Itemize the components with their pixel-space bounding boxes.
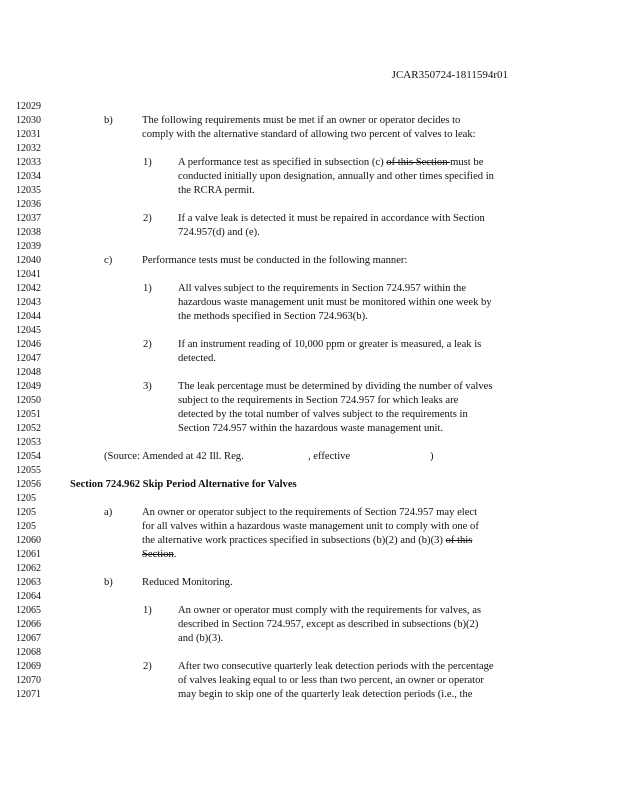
para-c-3-line-4: Section 724.957 within the hazardous waste management unit. bbox=[178, 423, 444, 434]
struck-text: of this bbox=[445, 535, 473, 546]
line-number: 12051 bbox=[16, 409, 41, 420]
sec-b-2-line-1: After two consecutive quarterly leak detection periods with the percentage bbox=[178, 661, 494, 672]
line-number: 12068 bbox=[16, 647, 41, 658]
line-number: 12041 bbox=[16, 269, 41, 280]
line-number: 12052 bbox=[16, 423, 41, 434]
sec-b-title: Reduced Monitoring. bbox=[142, 577, 233, 588]
sec-a-label: a) bbox=[104, 507, 113, 518]
sec-b-label: b) bbox=[104, 577, 113, 588]
line-number: 12062 bbox=[16, 563, 41, 574]
line-number: 12036 bbox=[16, 199, 41, 210]
line-number: 12040 bbox=[16, 255, 41, 266]
line-number: 12044 bbox=[16, 311, 41, 322]
para-b-line-2: comply with the alternative standard of allowing two percent of valves to leak: bbox=[142, 129, 476, 140]
source-note-end: ) bbox=[430, 451, 434, 462]
line-number: 12045 bbox=[16, 325, 41, 336]
para-b-1-line-3: the RCRA permit. bbox=[178, 185, 255, 196]
sec-b-1-line-3: and (b)(3). bbox=[178, 633, 224, 644]
sec-a-line-1: An owner or operator subject to the requirements of Section 724.957 may elect bbox=[142, 507, 478, 518]
line-number: 12043 bbox=[16, 297, 41, 308]
line-number: 12060 bbox=[16, 535, 41, 546]
line-number: 12047 bbox=[16, 353, 41, 364]
line-number: 12035 bbox=[16, 185, 41, 196]
para-b-2-line-1: If a valve leak is detected it must be repaired in accordance with Section bbox=[178, 213, 485, 224]
para-c-2-line-2: detected. bbox=[178, 353, 216, 364]
line-number: 12054 bbox=[16, 451, 41, 462]
line-number: 12053 bbox=[16, 437, 41, 448]
line-number: 12065 bbox=[16, 605, 41, 616]
para-b-2-number: 2) bbox=[143, 213, 152, 224]
para-c-line-1: Performance tests must be conducted in the following manner: bbox=[142, 255, 408, 266]
para-c-2-line-1: If an instrument reading of 10,000 ppm or greater is measured, a leak is bbox=[178, 339, 482, 350]
para-c-3-number: 3) bbox=[143, 381, 152, 392]
para-c-1-line-1: All valves subject to the requirements in Section 724.957 within the bbox=[178, 283, 467, 294]
line-number: 12070 bbox=[16, 675, 41, 686]
para-c-1-line-2: hazardous waste management unit must be monitored within one week by bbox=[178, 297, 492, 308]
line-number: 12061 bbox=[16, 549, 41, 560]
para-b-1-line-1: A performance test as specified in subsection (c) of this Section must be bbox=[178, 157, 484, 168]
line-number: 12055 bbox=[16, 465, 41, 476]
line-number: 12034 bbox=[16, 171, 41, 182]
line-number: 12067 bbox=[16, 633, 41, 644]
struck-text: Section bbox=[142, 549, 174, 560]
line-number: 12056 bbox=[16, 479, 41, 490]
line-number: 12050 bbox=[16, 395, 41, 406]
line-number: 12037 bbox=[16, 213, 41, 224]
line-number: 12032 bbox=[16, 143, 41, 154]
line-number: 12029 bbox=[16, 101, 41, 112]
line-number: 12066 bbox=[16, 619, 41, 630]
source-note-effective: , effective bbox=[308, 451, 351, 462]
para-c-1-number: 1) bbox=[143, 283, 152, 294]
line-number: 1205 bbox=[16, 493, 36, 504]
sec-b-1-line-1: An owner or operator must comply with the requirements for valves, as bbox=[178, 605, 482, 616]
para-b-1-number: 1) bbox=[143, 157, 152, 168]
para-c-3-line-3: detected by the total number of valves subject to the requirements in bbox=[178, 409, 468, 420]
corner-mark: · · bbox=[34, 22, 57, 27]
line-number: 1205 bbox=[16, 521, 36, 532]
line-number: 12033 bbox=[16, 157, 41, 168]
sec-b-2-line-2: of valves leaking equal to or less than two percent, an owner or operator bbox=[178, 675, 484, 686]
para-c-3-line-1: The leak percentage must be determined by dividing the number of valves bbox=[178, 381, 493, 392]
line-number: 12071 bbox=[16, 689, 41, 700]
line-number: 12063 bbox=[16, 577, 41, 588]
line-number: 12046 bbox=[16, 339, 41, 350]
para-b-label: b) bbox=[104, 115, 113, 126]
para-b-1-line-2: conducted initially upon designation, annually and other times specified in bbox=[178, 171, 494, 182]
line-number: 12048 bbox=[16, 367, 41, 378]
para-b-line-1: The following requirements must be met if an owner or operator decides to bbox=[142, 115, 461, 126]
sec-a-line-3: the alternative work practices specified in subsections (b)(2) and (b)(3) of this bbox=[142, 535, 473, 546]
document-id: JCAR350724-1811594r01 bbox=[391, 69, 508, 81]
line-number: 12030 bbox=[16, 115, 41, 126]
line-number: 12038 bbox=[16, 227, 41, 238]
sec-b-2-line-3: may begin to skip one of the quarterly leak detection periods (i.e., the bbox=[178, 689, 473, 700]
line-number: 12031 bbox=[16, 129, 41, 140]
sec-b-1-line-2: described in Section 724.957, except as described in subsections (b)(2) bbox=[178, 619, 479, 630]
para-c-2-number: 2) bbox=[143, 339, 152, 350]
para-c-label: c) bbox=[104, 255, 113, 266]
line-number: 12049 bbox=[16, 381, 41, 392]
sec-b-1-number: 1) bbox=[143, 605, 152, 616]
para-b-2-line-2: 724.957(d) and (e). bbox=[178, 227, 260, 238]
line-number: 12042 bbox=[16, 283, 41, 294]
line-number: 12069 bbox=[16, 661, 41, 672]
line-number: 12064 bbox=[16, 591, 41, 602]
para-c-3-line-2: subject to the requirements in Section 724.957 for which leaks are bbox=[178, 395, 459, 406]
struck-text: of this Section bbox=[386, 157, 451, 168]
line-number: 12039 bbox=[16, 241, 41, 252]
line-number: 1205 bbox=[16, 507, 36, 518]
para-c-1-line-3: the methods specified in Section 724.963(b). bbox=[178, 311, 368, 322]
source-note-start: (Source: Amended at 42 Ill. Reg. bbox=[104, 451, 244, 462]
sec-a-line-4: Section. bbox=[142, 549, 177, 560]
section-heading: Section 724.962 Skip Period Alternative for Valves bbox=[70, 479, 297, 490]
sec-b-2-number: 2) bbox=[143, 661, 152, 672]
sec-a-line-2: for all valves within a hazardous waste management unit to comply with one of bbox=[142, 521, 479, 532]
